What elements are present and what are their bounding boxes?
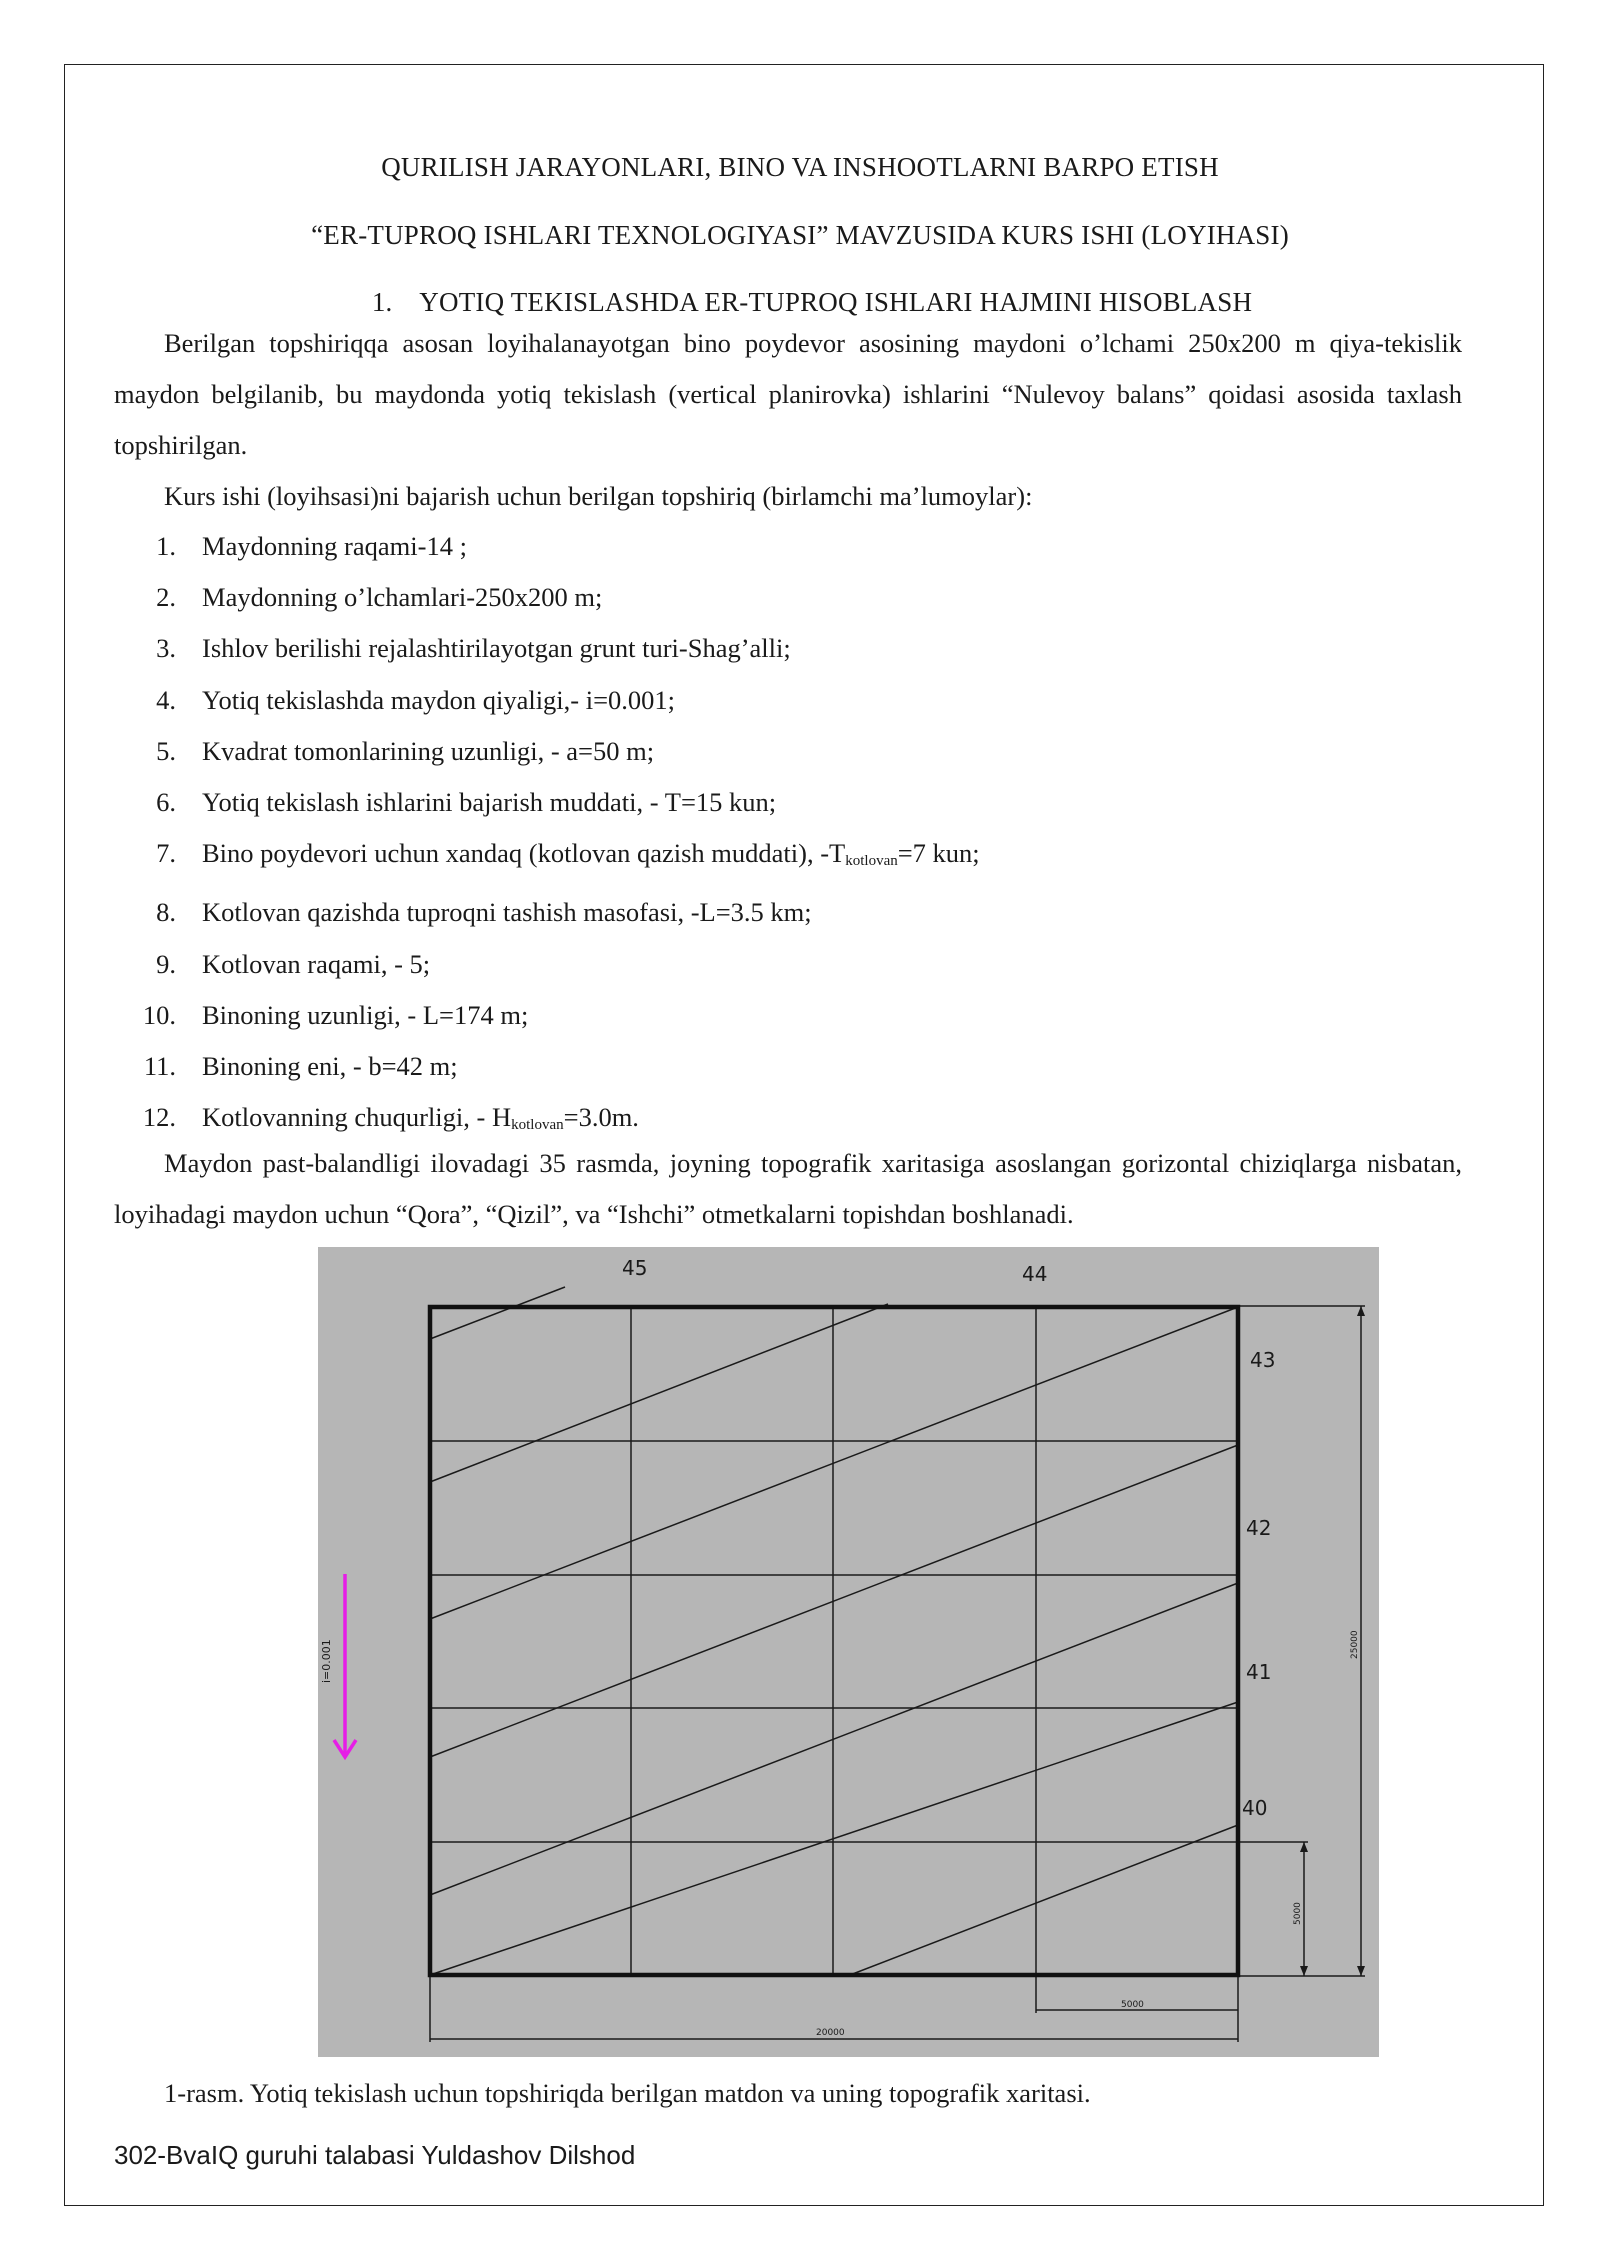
contour-label-42: 42: [1246, 1516, 1272, 1540]
task-number: 2.: [156, 582, 176, 613]
task-list: [114, 521, 980, 1151]
contour-line: [430, 1445, 1238, 1757]
task-number: 6.: [156, 787, 176, 818]
intro-paragraph-2: [114, 471, 1462, 522]
task-item: [114, 939, 980, 990]
task-number: 5.: [156, 735, 176, 766]
task-number: 4.: [156, 684, 176, 715]
section-number: 1.: [371, 287, 393, 317]
paragraph-3: [114, 1138, 1462, 1240]
task-item: [114, 887, 980, 938]
footer-author: 302-BvaIQ guruhi talabasi Yuldashov Dilshod: [114, 2140, 636, 2170]
dimension-cell-height: 5000: [1293, 1902, 1303, 1925]
task-text: Maydonning o’lchamlari-250x200 m;: [202, 582, 603, 613]
contour-line: [430, 1304, 888, 1482]
task-item: [114, 572, 980, 623]
task-item: [114, 623, 980, 674]
task-number: 3.: [156, 633, 176, 664]
topographic-map-drawing: [318, 1247, 1379, 2057]
document-title-line-2: “ER-TUPROQ ISHLARI TEXNOLOGIYASI” MAVZUSIDA KURS ISHI (LOYIHASI): [311, 220, 1289, 250]
site-boundary: [430, 1307, 1238, 1975]
task-text: Kotlovan qazishda tuproqni tashish masofasi, -L=3.5 km;: [202, 897, 812, 928]
task-text: Bino poydevori uchun xandaq (kotlovan qazish muddati), -T: [202, 838, 846, 869]
section-heading: [12, 287, 1600, 318]
contour-label-40: 40: [1242, 1796, 1268, 1820]
contour-label-43: 43: [1250, 1348, 1276, 1372]
contour-line: [430, 1583, 1238, 1895]
contour-label-45: 45: [622, 1256, 648, 1280]
task-number: 11.: [143, 1051, 176, 1082]
slope-label: i=0.001: [320, 1639, 333, 1683]
task-number: 8.: [156, 897, 176, 928]
task-text: Yotiq tekislashda maydon qiyaligi,- i=0.001;: [202, 684, 676, 715]
contour-line: [430, 1702, 1238, 1975]
task-subscript: kotlovan: [845, 853, 898, 870]
task-text: Maydonning raqami-14 ;: [202, 531, 467, 561]
task-text: Binoning uzunligi, - L=174 m;: [202, 999, 529, 1030]
task-text: Yotiq tekislash ishlarini bajarish muddati, - T=15 kun;: [202, 787, 777, 818]
task-number: 9.: [156, 948, 176, 979]
contour-label-41: 41: [1246, 1660, 1272, 1684]
task-text: Binoning eni, - b=42 m;: [202, 1051, 458, 1082]
dimension-height-total: 25000: [1350, 1630, 1360, 1659]
task-number: 7.: [156, 838, 176, 869]
contour-line: [850, 1825, 1238, 1975]
task-number: 1.: [156, 531, 176, 561]
topographic-map-figure: [318, 1247, 1379, 2057]
intro-paragraph-1: [114, 318, 1462, 471]
intro-paragraph-2-text: Kurs ishi (loyihsasi)ni bajarish uchun berilgan topshiriq (birlamchi ma’lumoylar):: [164, 481, 1033, 511]
dimension-cell-width: 5000: [1121, 2000, 1144, 2010]
figure-caption: 1-rasm. Yotiq tekislash uchun topshiriqda berilgan matdon va uning topografik xaritasi.: [164, 2078, 1091, 2108]
task-item: [114, 828, 980, 887]
task-text: Ishlov berilishi rejalashtirilayotgan grunt turi-Shag’alli;: [202, 633, 791, 664]
task-text: Kotlovanning chuqurligi, - H: [202, 1102, 512, 1133]
paragraph-3-text: Maydon past-balandligi ilovadagi 35 rasmda, joyning topografik xaritasiga asoslangan gorizontal chiziqlarga nisbatan, loyihadagi maydon uchun “Qora”, “Qizil”, va “Ishchi” otmetkalarni topishdan boshlanadi.: [114, 1148, 1462, 1229]
task-item: [114, 521, 980, 572]
dimension-width-total: 20000: [816, 2028, 845, 2038]
task-text-suffix: =3.0m.: [563, 1102, 639, 1133]
contour-label-44: 44: [1022, 1262, 1048, 1286]
intro-paragraph-1-text: Berilgan topshiriqqa asosan loyihalanayotgan bino poydevor asosining maydoni o’lchami 250x200 m qiya-tekislik maydon belgilanib, bu maydonda yotiq tekislash (vertical planirovka) ishlarini “Nulevoy balans” qoidasi asosida taxlash topshirilgan.: [114, 328, 1462, 460]
task-number: 12.: [142, 1102, 176, 1133]
task-item: [114, 990, 980, 1041]
task-item: [114, 777, 980, 828]
task-number: 10.: [142, 999, 176, 1030]
task-text: Kvadrat tomonlarining uzunligi, - a=50 m;: [202, 735, 655, 766]
contour-line: [430, 1307, 1238, 1619]
task-text: Kotlovan raqami, - 5;: [202, 948, 431, 979]
task-item: [114, 726, 980, 777]
task-subscript: kotlovan: [511, 1117, 564, 1134]
section-title: YOTIQ TEKISLASHDA ER-TUPROQ ISHLARI HAJMINI HISOBLASH: [419, 287, 1253, 317]
contour-line: [430, 1287, 565, 1339]
document-title-line-1: QURILISH JARAYONLARI, BINO VA INSHOOTLARNI BARPO ETISH: [381, 152, 1219, 182]
task-item: [114, 1041, 980, 1092]
task-item: [114, 675, 980, 726]
task-text-suffix: =7 kun;: [897, 838, 980, 869]
